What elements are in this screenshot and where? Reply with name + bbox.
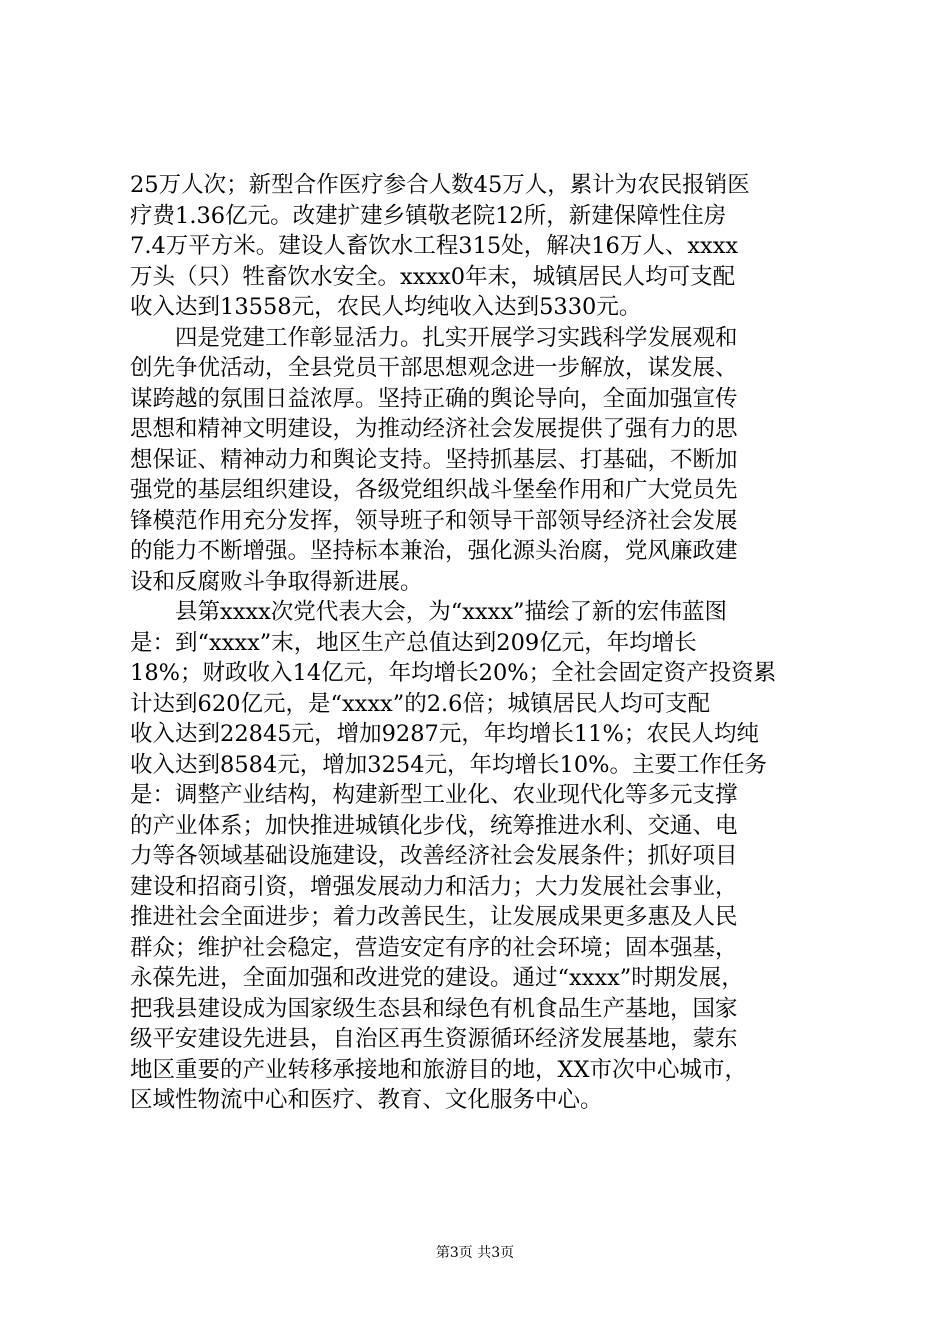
text-line: 县第xxxx次党代表大会，为“xxxx”描绘了新的宏伟蓝图 bbox=[130, 599, 728, 625]
text-line: 是：到“xxxx”末，地区生产总值达到209亿元，年均增长 bbox=[130, 629, 697, 656]
text-line: 推进社会全面进步；着力改善民生，让发展成果更多惠及人民 bbox=[130, 904, 738, 930]
text-line: 是：调整产业结构，构建新型工业化、农业现代化等多元支撑 bbox=[130, 782, 738, 808]
text-line: 收入达到13558元，农民人均纯收入达到5330元。 bbox=[130, 294, 642, 320]
text-line: 想保证、精神动力和舆论支持。坚持抓基层、打基础，不断加 bbox=[130, 446, 738, 473]
text-line: 7.4万平方米。建设人畜饮水工程315处，解决16万人、xxxx bbox=[130, 233, 739, 259]
text-line: 区域性物流中心和医疗、教育、文化服务中心。 bbox=[130, 1087, 603, 1113]
text-line: 力等各领域基础设施建设，改善经济社会发展条件；抓好项目 bbox=[130, 843, 738, 869]
text-line: 的产业体系；加快推进城镇化步伐，统筹推进水利、交通、电 bbox=[130, 812, 738, 839]
text-line: 强党的基层组织建设，各级党组织战斗堡垒作用和广大党员先 bbox=[130, 477, 738, 503]
body-text bbox=[130, 170, 830, 1116]
text-line: 计达到620亿元，是“xxxx”的2.6倍；城镇居民人均可支配 bbox=[130, 690, 710, 717]
text-line: 收入达到8584元，增加3254元，年均增长10%。主要工作任务 bbox=[130, 751, 768, 778]
text-line: 思想和精神文明建设，为推动经济社会发展提供了强有力的思 bbox=[130, 416, 738, 442]
text-line: 级平安建设先进县，自治区再生资源循环经济发展基地，蒙东 bbox=[130, 1026, 738, 1052]
page-footer: 第3页 共3页 bbox=[435, 1245, 515, 1261]
text-line: 创先争优活动，全县党员干部思想观念进一步解放，谋发展、 bbox=[130, 355, 738, 381]
text-line: 四是党建工作彰显活力。扎实开展学习实践科学发展观和 bbox=[130, 324, 738, 351]
text-line: 永葆先进，全面加强和改进党的建设。通过“xxxx”时期发展， bbox=[130, 965, 744, 991]
text-line: 锋模范作用充分发挥，领导班子和领导干部领导经济社会发展 bbox=[130, 507, 738, 534]
text-line: 18%；财政收入14亿元，年均增长20%；全社会固定资产投资累 bbox=[130, 660, 777, 686]
text-line: 把我县建设成为国家级生态县和绿色有机食品生产基地，国家 bbox=[130, 995, 738, 1022]
text-line: 设和反腐败斗争取得新进展。 bbox=[130, 568, 423, 595]
text-line: 建设和招商引资，增强发展动力和活力；大力发展社会事业， bbox=[130, 873, 738, 900]
text-line: 25万人次；新型合作医疗参合人数45万人，累计为农民报销医 bbox=[130, 172, 750, 198]
text-line: 群众；维护社会稳定，营造安定有序的社会环境；固本强基， bbox=[130, 934, 738, 961]
text-line: 谋跨越的氛围日益浓厚。坚持正确的舆论导向，全面加强宣传 bbox=[130, 385, 738, 412]
text-line: 收入达到22845元，增加9287元，年均增长11%；农民人均纯 bbox=[130, 721, 759, 747]
text-line: 地区重要的产业转移承接地和旅游目的地，XX市次中心城市， bbox=[130, 1056, 748, 1083]
text-line: 的能力不断增强。坚持标本兼治，强化源头治腐，党风廉政建 bbox=[130, 538, 738, 564]
text-line: 万头（只）牲畜饮水安全。xxxx0年末，城镇居民人均可支配 bbox=[130, 263, 736, 290]
text-line: 疗费1.36亿元。改建扩建乡镇敬老院12所，新建保障性住房 bbox=[130, 202, 727, 229]
